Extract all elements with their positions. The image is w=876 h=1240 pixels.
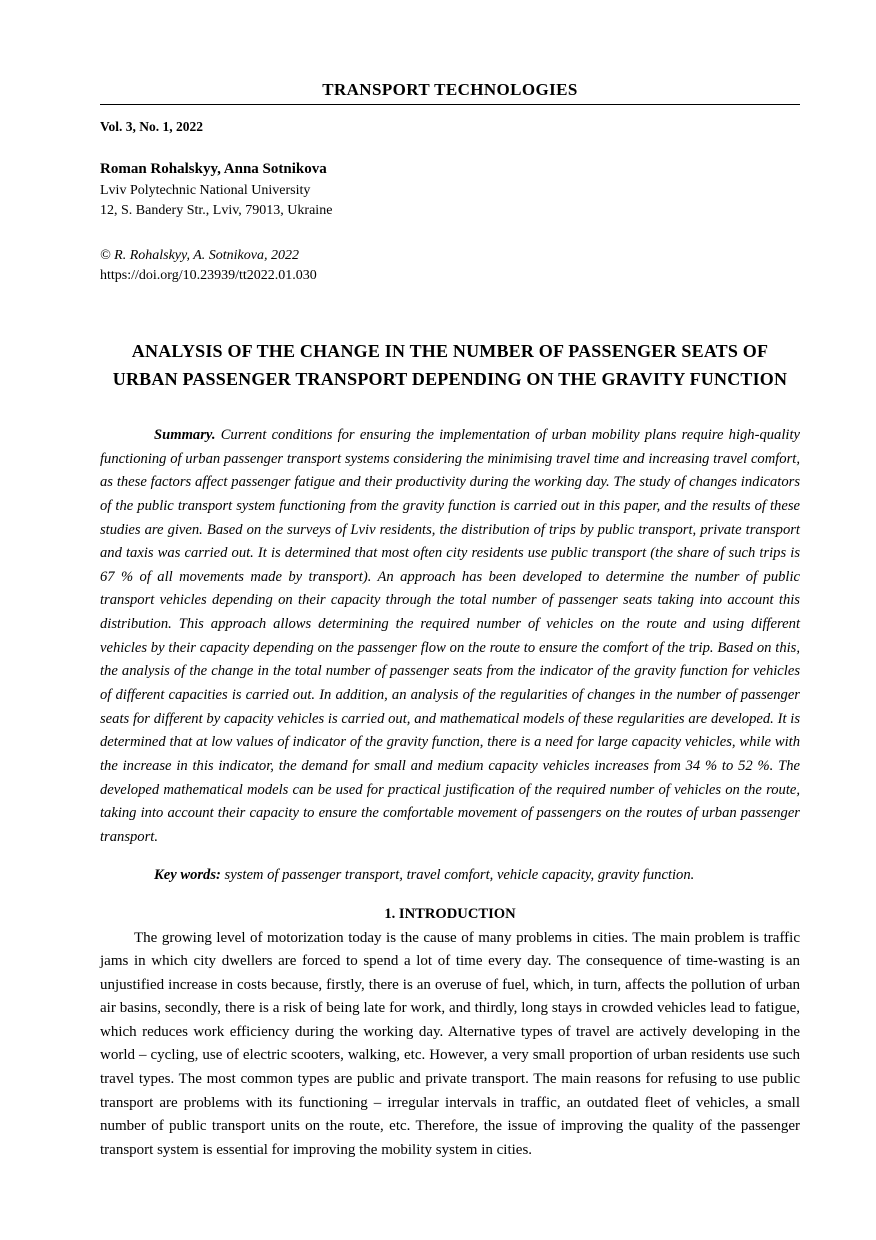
introduction-paragraph: The growing level of motorization today is the cause of many problems in cities. The main problem is traffic jams in which city dwellers are forced to spend a lot of time every day. The consequence of time-wasting is an unjustified increase in costs because, firstly, there is an overuse of fuel, which, in turn, affects the pollution of urban air basins, secondly, there is a risk of being late for work, and thirdly, long stays in crowded vehicles lead to fatigue, which reduces work efficiency during the working day. Alternative types of travel are actively developing in the world – cycling, use of electric scooters, walking, etc. However, a very small proportion of urban residents use such travel types. The most common types are public and private transport. The main reasons for refusing to use public transport are problems with its functioning – irregular intervals in traffic, an outdated fleet of vehicles, a small number of public transport units on the route, etc. Therefore, the issue of improving the quality of the passenger transport system is essential for improving the mobility system in cities. bbox=[100, 929, 800, 1158]
journal-title: TRANSPORT TECHNOLOGIES bbox=[322, 80, 578, 99]
copyright-notice: © R. Rohalskyy, A. Sotnikova, 2022 bbox=[100, 247, 299, 263]
doi-link[interactable]: https://doi.org/10.23939/tt2022.01.030 bbox=[100, 267, 317, 283]
keywords-label: Key words: bbox=[154, 867, 221, 884]
header-divider bbox=[100, 104, 800, 105]
affiliation-institution: Lviv Polytechnic National University bbox=[100, 183, 311, 198]
abstract-text: Current conditions for ensuring the implementation of urban mobility plans require high-quality functioning of urban passenger transport systems considering the minimising travel time and increasing travel comfort, as these factors affect passenger fatigue and their productivity during the working day. The study of changes indicators of the public transport system functioning from the gravity function is carried out in this paper, and the results of these studies are given. Based on the surveys of Lviv residents, the distribution of trips by public transport, private transport and taxis was carried out. It is determined that most often city residents use public transport (the share of such trips is 67 % of all movements made by transport). An approach has been developed to determine the number of public transport vehicles depending on their capacity through the total number of passenger seats taking into account this distribution. This approach allows determining the required number of vehicles on the route and using different vehicles by their capacity depending on the passenger flow on the route to ensure the comfort of the trip. Based on this, the analysis of the change in the total number of passenger seats from the indicator of the gravity function for vehicles of different capacities is carried out. In addition, an analysis of the regularities of changes in the number of passenger seats for different by capacity vehicles is carried out, and mathematical models of these regularities are developed. It is determined that at low values of indicator of the gravity function, there is a need for large capacity vehicles, while with the increase in this indicator, the demand for small and medium capacity vehicles increases from 34 % to 52 %. The developed mathematical models can be used for practical justification of the required number of vehicles on the route, taking into account their capacity to ensure the comfortable movement of passengers on the routes of urban passenger transport. bbox=[100, 426, 800, 845]
affiliation-address: 12, S. Bandery Str., Lviv, 79013, Ukraine bbox=[100, 203, 333, 219]
issue-info: Vol. 3, No. 1, 2022 bbox=[100, 119, 204, 134]
section-heading-introduction: 1. INTRODUCTION bbox=[384, 905, 516, 922]
keywords-text: system of passenger transport, travel comfort, vehicle capacity, gravity function. bbox=[224, 867, 695, 884]
copyright-block bbox=[100, 246, 800, 287]
author-list: Roman Rohalskyy, Anna Sotnikova bbox=[100, 161, 327, 177]
abstract-label: Summary. bbox=[154, 426, 216, 443]
paper-title: ANALYSIS OF THE CHANGE IN THE NUMBER OF PASSENGER SEATS OF URBAN PASSENGER TRANSPORT DEPENDING ON THE GRAVITY FUNCTION bbox=[112, 341, 788, 390]
keywords-paragraph bbox=[100, 864, 800, 888]
abstract-paragraph bbox=[100, 424, 800, 850]
